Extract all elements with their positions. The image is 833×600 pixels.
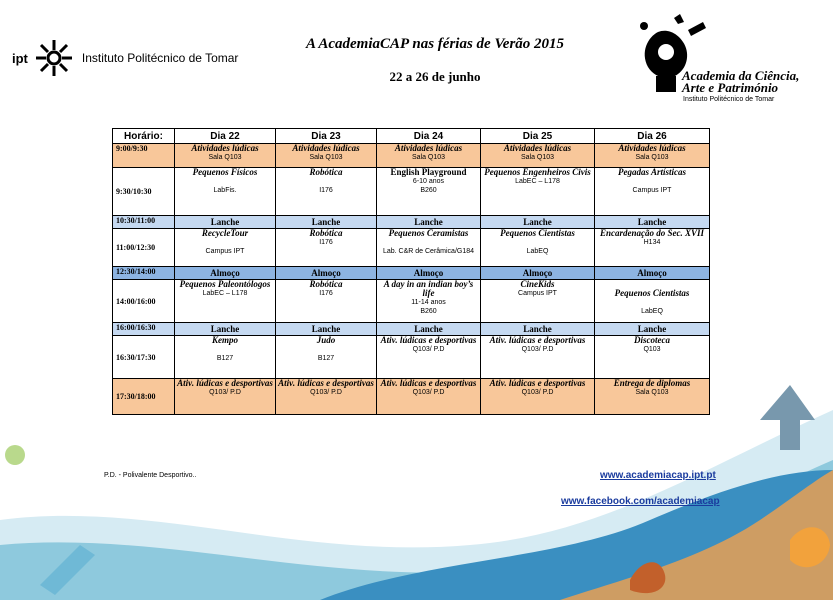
facebook-link[interactable]: www.facebook.com/academiacap <box>561 496 720 507</box>
activity-cell: Pequenos Cientistas LabEQ <box>595 280 710 323</box>
table-row <box>113 336 710 379</box>
pd-note: P.D. - Polivalente Desportivo.. <box>104 472 197 479</box>
meal-cell: Almoço <box>175 267 276 280</box>
activity-cell: Pequenos Físicos LabFis. <box>175 168 276 216</box>
time-cell: 17:30/18:00 <box>113 379 175 415</box>
table-row <box>113 216 710 229</box>
activity-cell: Discoteca Q103 <box>595 336 710 379</box>
activity-cell: Atividades lúdicas Sala Q103 <box>175 144 276 168</box>
time-cell: 11:00/12:30 <box>113 229 175 267</box>
time-cell: 12:30/14:00 <box>113 267 175 280</box>
activity-cell: Pegadas Artísticas Campus IPT <box>595 168 710 216</box>
activity-cell: Pequenos Cientistas LabEQ <box>481 229 595 267</box>
meal-cell: Lanche <box>175 216 276 229</box>
event-dates: 22 a 26 de junho <box>389 69 481 84</box>
activity-cell: Judo B127 <box>276 336 377 379</box>
activity-cell: Atividades lúdicas Sala Q103 <box>481 144 595 168</box>
time-cell: 9:30/10:30 <box>113 168 175 216</box>
meal-cell: Almoço <box>377 267 481 280</box>
header-cell: Dia 22 <box>175 129 276 144</box>
activity-cell: Entrega de diplomas Sala Q103 <box>595 379 710 415</box>
meal-cell: Lanche <box>481 323 595 336</box>
time-cell: 10:30/11:00 <box>113 216 175 229</box>
meal-cell: Lanche <box>377 323 481 336</box>
meal-cell: Lanche <box>175 323 276 336</box>
table-row <box>113 323 710 336</box>
activity-cell: Ativ. lúdicas e desportivas Q103/ P.D <box>377 379 481 415</box>
header-cell: Dia 23 <box>276 129 377 144</box>
activity-cell: Ativ. lúdicas e desportivas Q103/ P.D <box>481 379 595 415</box>
activity-cell: Atividades lúdicas Sala Q103 <box>377 144 481 168</box>
time-cell: 16:00/16:30 <box>113 323 175 336</box>
blob-icon <box>5 445 25 465</box>
ipt-star-icon <box>34 38 74 78</box>
table-row <box>113 280 710 323</box>
meal-cell: Almoço <box>481 267 595 280</box>
table-row <box>113 229 710 267</box>
time-cell: 9:00/9:30 <box>113 144 175 168</box>
header-cell: Dia 26 <box>595 129 710 144</box>
activity-cell: Ativ. lúdicas e desportivas Q103/ P.D <box>175 379 276 415</box>
meal-cell: Lanche <box>481 216 595 229</box>
table-row <box>113 379 710 415</box>
activity-cell: Pequenos Paleontólogos LabEC – L178 <box>175 280 276 323</box>
activity-cell: Robótica I176 <box>276 168 377 216</box>
activity-cell: Robótica I176 <box>276 280 377 323</box>
activity-cell: Ativ. lúdicas e desportivas Q103/ P.D <box>481 336 595 379</box>
activity-cell: English Playground 6-10 anos B260 <box>377 168 481 216</box>
activity-cell: CineKids Campus IPT <box>481 280 595 323</box>
meal-cell: Lanche <box>276 216 377 229</box>
meal-cell: Almoço <box>276 267 377 280</box>
activity-cell: Kempo B127 <box>175 336 276 379</box>
meal-cell: Lanche <box>276 323 377 336</box>
table-row <box>113 144 710 168</box>
time-cell: 14:00/16:00 <box>113 280 175 323</box>
table-row <box>113 267 710 280</box>
activity-cell: Atividades lúdicas Sala Q103 <box>595 144 710 168</box>
activity-cell: Ativ. lúdicas e desportivas Q103/ P.D <box>377 336 481 379</box>
schedule-table <box>112 128 710 415</box>
activity-cell: RecycleTour Campus IPT <box>175 229 276 267</box>
meal-cell: Almoço <box>595 267 710 280</box>
activity-cell: A day in an indian boy’s life 11-14 anos B260 <box>377 280 481 323</box>
meal-cell: Lanche <box>595 216 710 229</box>
activity-cell: Encardenação do Sec. XVII H134 <box>595 229 710 267</box>
header-cell: Dia 24 <box>377 129 481 144</box>
ipt-abbr: ipt <box>12 50 28 66</box>
meal-cell: Lanche <box>595 323 710 336</box>
activity-cell: Robótica I176 <box>276 229 377 267</box>
table-row <box>113 168 710 216</box>
institution-name: Instituto Politécnico de Tomar <box>81 51 239 65</box>
ipt-logo <box>12 38 238 78</box>
header-cell: Dia 25 <box>481 129 595 144</box>
activity-cell: Pequenos Ceramistas Lab. C&R de Cerâmica/G184 <box>377 229 481 267</box>
table-header-row <box>113 129 710 144</box>
academy-name: Academia da Ciência, Arte e Património <box>682 68 800 95</box>
activity-cell: Pequenos Engenheiros Civis LabEC – L178 <box>481 168 595 216</box>
activity-cell: Ativ. lúdicas e desportivas Q103/ P.D <box>276 379 377 415</box>
website-link[interactable]: www.academiacap.ipt.pt <box>600 470 716 481</box>
activity-cell: Atividades lúdicas Sala Q103 <box>276 144 377 168</box>
academy-subtitle: Instituto Politécnico de Tomar <box>683 96 775 103</box>
meal-cell: Lanche <box>377 216 481 229</box>
time-cell: 16:30/17:30 <box>113 336 175 379</box>
page-title: A AcademiaCAP nas férias de Verão 2015 <box>305 36 565 52</box>
header-cell: Horário: <box>113 129 175 144</box>
